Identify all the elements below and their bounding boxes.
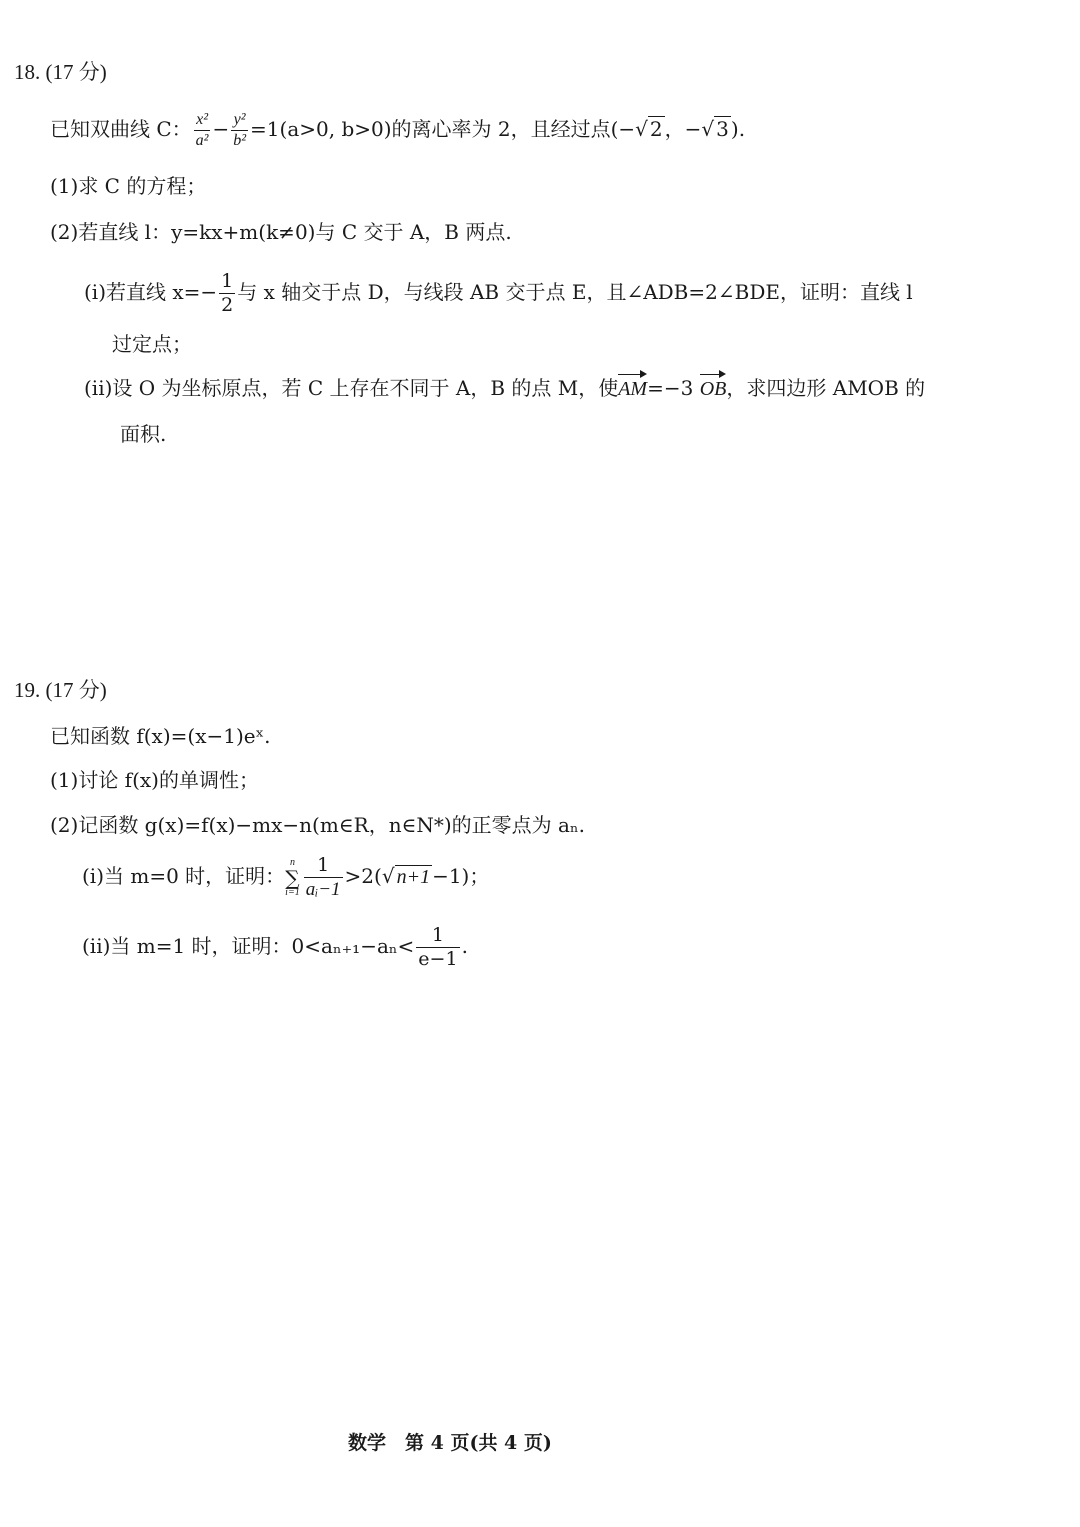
q18-intro xyxy=(50,112,745,149)
q19-part1: (1)讨论 f(x)的单调性； xyxy=(50,768,259,792)
q18-sub-ii-mid: =−3 xyxy=(647,376,694,400)
separator: ，− xyxy=(664,117,702,141)
q18-sub-ii-pre: (ii)设 O 为坐标原点，若 C 上存在不同于 A，B 的点 M，使 xyxy=(84,376,619,400)
q19-sub-ii-end: . xyxy=(461,934,468,958)
fraction-one-half: $\frac{1}{2}$ xyxy=(221,270,234,316)
fraction-1-over-ai-minus-1: $\frac{1}{\text{aᵢ−1}}$ xyxy=(305,854,341,900)
minus-sign: − xyxy=(212,117,230,141)
sqrt-2: √ 2 xyxy=(635,117,663,141)
q18-part2: (2)若直线 l：y=kx+m(k≠0)与 C 交于 A，B 两点. xyxy=(50,220,512,244)
q19-sub-i xyxy=(82,856,489,899)
q19-sub-i-mid: >2( xyxy=(344,864,382,888)
q18-sub-ii xyxy=(84,378,925,399)
fraction-x2-a2: $\frac{\text{x²}}{\text{a²}}$ xyxy=(195,111,209,149)
q18-sub-i-post: 与 x 轴交于点 D，与线段 AB 交于点 E，且∠ADB=2∠BDE，证明：直线 l xyxy=(237,280,913,304)
q19-sub-i-pre: (i)当 m=0 时，证明： xyxy=(82,864,286,888)
q19-intro: 已知函数 f(x)=(x−1)eˣ. xyxy=(50,724,271,748)
summation: n ∑ i=1 xyxy=(285,856,300,898)
q18-sub-i xyxy=(84,272,913,315)
q19-sub-ii-pre: (ii)当 m=1 时，证明：0<aₙ₊₁−aₙ< xyxy=(82,934,415,958)
q19-header: 19. (17 分) xyxy=(14,678,107,702)
vector-am: AM xyxy=(618,378,648,400)
q18-sub-i-cont: 过定点； xyxy=(112,332,192,356)
q19-sub-ii xyxy=(82,926,468,969)
sqrt-n-plus-1: √ n+1 xyxy=(381,864,431,888)
fraction-1-over-e-minus-1: $\frac{1}{e-1}$ xyxy=(418,924,458,970)
intro-end: ). xyxy=(730,117,746,141)
q18-intro-mid: =1(a>0, b>0)的离心率为 2，且经过点(− xyxy=(250,117,636,141)
sqrt-3: √ 3 xyxy=(701,117,729,141)
fraction-y2-b2: $\frac{\text{y²}}{\text{b²}}$ xyxy=(233,111,247,149)
vector-ob: OB xyxy=(699,378,727,400)
q18-header: 18. (17 分) xyxy=(14,60,107,84)
q18-sub-ii-cont: 面积. xyxy=(120,422,167,446)
q18-sub-ii-post: ，求四边形 AMOB 的 xyxy=(726,376,926,400)
q19-part2: (2)记函数 g(x)=f(x)−mx−n(m∈R，n∈N*)的正零点为 aₙ. xyxy=(50,813,585,837)
q18-part1: (1)求 C 的方程； xyxy=(50,174,207,198)
q19-sub-i-end: −1)； xyxy=(432,864,490,888)
q18-sub-i-pre: (i)若直线 x=− xyxy=(84,280,218,304)
q18-intro-text: 已知双曲线 C： xyxy=(50,117,192,141)
page-footer: 数学 第 4 页(共 4 页) xyxy=(348,1432,552,1454)
